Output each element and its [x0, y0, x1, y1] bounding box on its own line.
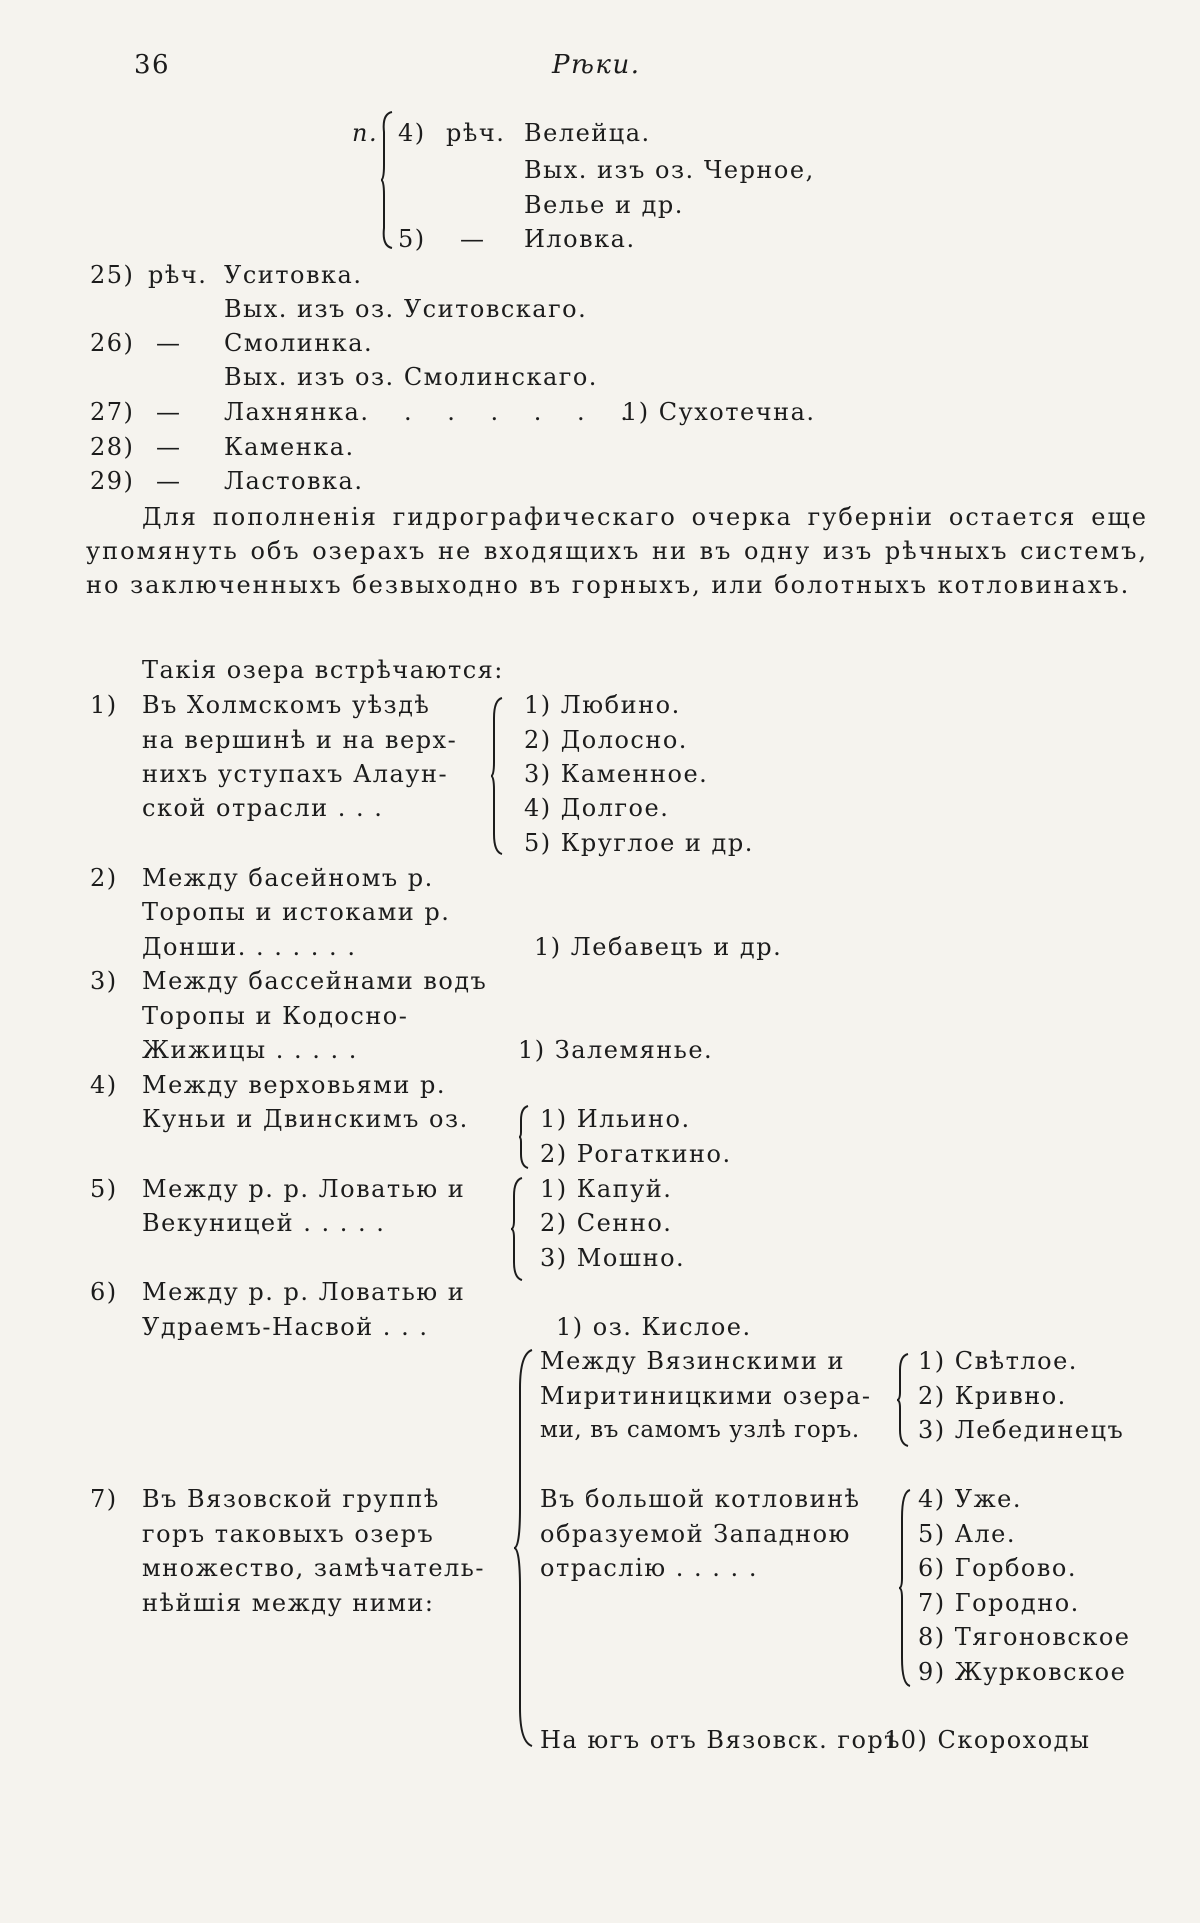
- continued-note-1: Вых. изъ оз. Черное,: [524, 156, 815, 184]
- group-num-4: 4): [90, 1071, 118, 1099]
- group-4-desc-0: Между верховьями р.: [142, 1071, 446, 1099]
- river-name-29: Ластовка.: [224, 467, 364, 495]
- running-title: Рѣки.: [552, 50, 641, 80]
- group-2-lake-0: 1) Лебавецъ и др.: [534, 933, 783, 961]
- group-7-sub-1-lake-5: 9) Журковское: [918, 1658, 1127, 1686]
- group-5-lake-1: 2) Сенно.: [540, 1209, 673, 1237]
- group-7-sub-2-lake-0: 10) Скороходы: [884, 1726, 1091, 1754]
- river-kind-26: —: [156, 329, 182, 357]
- brace-continued: [380, 110, 394, 250]
- group-7-sub-1-desc-1: образуемой Западною: [540, 1520, 851, 1548]
- group-7-sub-1-desc-0: Въ большой котловинѣ: [540, 1485, 861, 1513]
- group-1-lake-3: 4) Долгое.: [524, 794, 670, 822]
- river-kind-29: —: [156, 467, 182, 495]
- group-7-sub-0-desc-1: Миритиницкими озера-: [540, 1382, 872, 1410]
- group-7-sub-0-desc-0: Между Вязинскими и: [540, 1347, 845, 1375]
- group-6-desc-1: Удраемъ-Насвой . . .: [142, 1313, 429, 1341]
- group-1-desc-0: Въ Холмскомъ уѣздѣ: [142, 691, 431, 719]
- river-note-25: Вых. изъ оз. Уситовскаго.: [224, 295, 588, 323]
- group-5-desc-0: Между р. р. Ловатью и: [142, 1175, 466, 1203]
- group-1-lake-0: 1) Любино.: [524, 691, 681, 719]
- river-num-25: 25): [90, 261, 135, 289]
- body-paragraph: [86, 500, 1148, 602]
- continued-kind-4: рѣч.: [446, 119, 506, 147]
- group-4-lake-1: 2) Рогаткино.: [540, 1140, 732, 1168]
- group-7-sub-2-desc-0: На югъ отъ Вязовск. горъ: [540, 1726, 902, 1754]
- river-kind-28: —: [156, 433, 182, 461]
- continued-name-4: Велейца.: [524, 119, 651, 147]
- group-5-lake-0: 1) Капуй.: [540, 1175, 673, 1203]
- group-6-lake-0: 1) оз. Кислое.: [556, 1313, 752, 1341]
- group-7-sub-0-lake-0: 1) Свѣтлое.: [918, 1347, 1078, 1375]
- group-num-2: 2): [90, 864, 118, 892]
- group-1-desc-2: нихъ уступахъ Алаун-: [142, 760, 449, 788]
- group-2-desc-1: Торопы и истоками р.: [142, 898, 451, 926]
- river-name-25: Уситовка.: [224, 261, 363, 289]
- group-7-sub-1-lake-1: 5) Але.: [918, 1520, 1017, 1548]
- group-1-lake-4: 5) Круглое и др.: [524, 829, 754, 857]
- group-3-desc-2: Жижицы . . . . .: [142, 1036, 358, 1064]
- continued-note-2: Велье и др.: [524, 191, 684, 219]
- group-1-lake-1: 2) Долосно.: [524, 726, 688, 754]
- river-num-26: 26): [90, 329, 135, 357]
- river-tributary-27: 1) Сухотечна.: [622, 398, 816, 426]
- river-kind-27: —: [156, 398, 182, 426]
- river-name-26: Смолинка.: [224, 329, 374, 357]
- river-num-29: 29): [90, 467, 135, 495]
- continued-num-5: 5): [398, 225, 426, 253]
- river-kind-25: рѣч.: [148, 261, 208, 289]
- brace-group-7: [512, 1348, 534, 1748]
- group-1-desc-1: на вершинѣ и на верх-: [142, 726, 458, 754]
- group-2-desc-0: Между басейномъ р.: [142, 864, 434, 892]
- group-7-sub-0-desc-2: ми, въ самомъ узлѣ горъ.: [540, 1417, 860, 1443]
- brace-group-7-sub-1: [898, 1488, 912, 1688]
- group-1-desc-3: ской отрасли . . .: [142, 794, 384, 822]
- continued-label: п.: [352, 119, 379, 147]
- group-num-3: 3): [90, 967, 118, 995]
- group-1-lake-2: 3) Каменное.: [524, 760, 709, 788]
- group-5-desc-1: Векуницей . . . . .: [142, 1209, 386, 1237]
- brace-group-1: [490, 696, 504, 856]
- river-dots-27: . . . . . .: [404, 398, 642, 426]
- group-6-desc-0: Между р. р. Ловатью и: [142, 1278, 466, 1306]
- continued-name-5: Иловка.: [524, 225, 636, 253]
- river-note-26: Вых. изъ оз. Смолинскаго.: [224, 363, 598, 391]
- group-7-sub-1-lake-4: 8) Тягоновское: [918, 1623, 1131, 1651]
- brace-group-5: [510, 1176, 524, 1282]
- group-num-6: 6): [90, 1278, 118, 1306]
- group-3-desc-0: Между бассейнами водъ: [142, 967, 488, 995]
- group-4-desc-1: Куньи и Двинскимъ оз.: [142, 1105, 469, 1133]
- group-num-5: 5): [90, 1175, 118, 1203]
- group-7-sub-1-lake-3: 7) Городно.: [918, 1589, 1080, 1617]
- continued-num-4: 4): [398, 119, 426, 147]
- page-number: 36: [134, 50, 171, 80]
- group-3-desc-1: Торопы и Кодосно-: [142, 1002, 409, 1030]
- group-2-desc-2: Донши. . . . . . .: [142, 933, 357, 961]
- river-num-28: 28): [90, 433, 135, 461]
- group-num-1: 1): [90, 691, 118, 719]
- group-7-sub-1-lake-2: 6) Горбово.: [918, 1554, 1077, 1582]
- group-7-sub-0-lake-2: 3) Лебединецъ: [918, 1416, 1125, 1444]
- brace-group-7-sub-0: [896, 1352, 910, 1448]
- brace-group-4: [518, 1104, 530, 1170]
- group-num-7: 7): [90, 1485, 118, 1513]
- group-3-lake-0: 1) Залемянье.: [518, 1036, 714, 1064]
- group-7-desc-0: Въ Вязовской группѣ: [142, 1485, 440, 1513]
- lakes-intro: Такія озера встрѣчаются:: [142, 656, 504, 684]
- group-7-sub-1-desc-2: отраслію . . . . .: [540, 1554, 758, 1582]
- group-7-sub-1-lake-0: 4) Уже.: [918, 1485, 1023, 1513]
- group-7-sub-0-lake-1: 2) Кривно.: [918, 1382, 1067, 1410]
- paragraph-text: Для пополненія гидрографическаго очерка губерніи остается еще упомянуть объ озерахъ не входящихъ ни въ одну изъ рѣчныхъ системъ, но заключенныхъ безвыходно въ горныхъ, или болотныхъ котловинахъ.: [86, 503, 1148, 599]
- group-7-desc-3: нѣйшія между ними:: [142, 1589, 435, 1617]
- group-7-desc-2: множество, замѣчатель-: [142, 1554, 485, 1582]
- river-name-27: Лахнянка.: [224, 398, 370, 426]
- continued-kind-5: —: [460, 225, 486, 253]
- group-5-lake-2: 3) Мошно.: [540, 1244, 686, 1272]
- river-num-27: 27): [90, 398, 135, 426]
- river-name-28: Каменка.: [224, 433, 355, 461]
- group-4-lake-0: 1) Ильино.: [540, 1105, 691, 1133]
- group-7-desc-1: горъ таковыхъ озеръ: [142, 1520, 435, 1548]
